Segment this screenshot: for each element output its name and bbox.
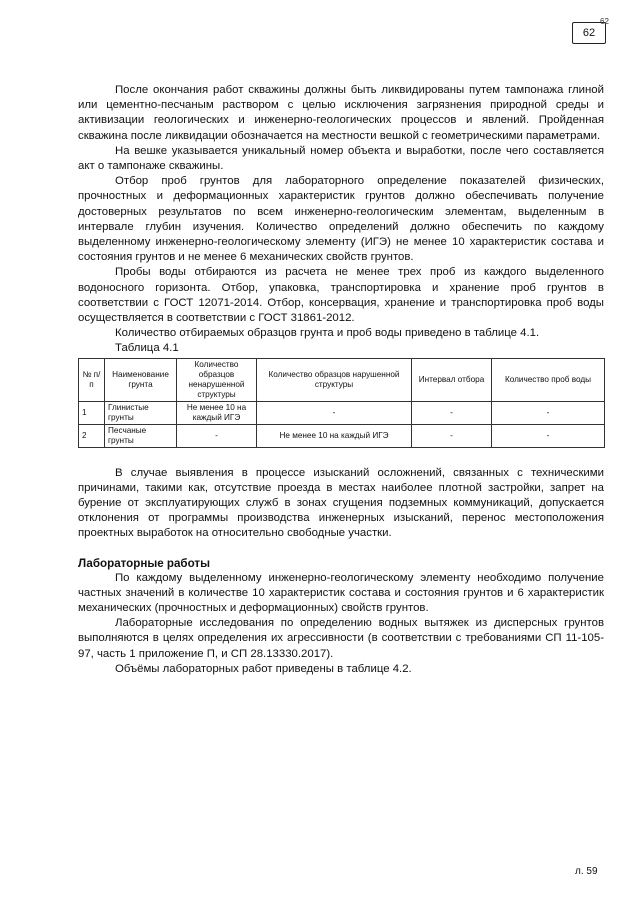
table-row	[79, 424, 605, 447]
table-cell: -	[177, 424, 257, 447]
paragraph-soil-sampling: Отбор проб грунтов для лабораторного определение показателей физических, прочностных и деформационных характеристик грунтов должно обеспечивать получение достоверных результатов по всем инженерно-геологическим элементам, выделенным в интервале глубин изучения. Количество определений должно обеспечить по каждому выделенному инженерно-геологическому элементу (ИГЭ) не менее 10 характеристик состава и состояния грунтов и не менее 6 механических свойств грунтов.	[78, 175, 604, 264]
table-cell: -	[412, 424, 492, 447]
paragraph-lab-volumes: Объёмы лабораторных работ приведены в таблице 4.2.	[115, 662, 412, 675]
table-cell: -	[412, 401, 492, 424]
header-undisturbed-count: Количество образцов ненарушенной структуры	[177, 358, 257, 401]
table-cell: -	[492, 401, 605, 424]
table-cell: -	[257, 401, 412, 424]
table-cell: Не менее 10 на каждый ИГЭ	[177, 401, 257, 424]
header-sampling-interval: Интервал отбора	[412, 358, 492, 401]
section-title: Лабораторные работы	[78, 556, 210, 570]
table-row	[79, 401, 605, 424]
paragraph-deviations: В случае выявления в процессе изысканий осложнений, связанных с техническими причинами, такими как, отсутствие проезда в местах наиболее плотной застройки, запрет на бурение от эксплуатирующих служб в зонах сгущения подземных коммуникаций, допускается отклонения от программы производства инженерных изысканий, перенос местоположения проектных выработок на относительно свободные участки.	[78, 466, 604, 540]
paragraph-liquidation: После окончания работ скважины должны быть ликвидированы путем тампонажа глиной или цементно-песчаным раствором с целью исключения загрязнения природной среды и активизации геологических и инженерно-геологических процессов и явлений. Пройденная скважина после ликвидации обозначается на местности вешкой с геометрическими параметрами.	[78, 84, 604, 142]
paragraph-marker: На вешке указывается уникальный номер объекта и выработки, после чего составляется акт о тампонаже скважины.	[78, 144, 604, 173]
header-water-samples: Количество проб воды	[492, 358, 605, 401]
samples-table	[78, 358, 605, 448]
paragraph-table-reference: Количество отбираемых образцов грунта и проб воды приведено в таблице 4.1.	[115, 327, 540, 340]
document-body	[78, 83, 604, 677]
table-cell: 2	[79, 424, 105, 447]
paragraph-lab-extracts: Лабораторные исследования по определению водных вытяжек из дисперсных грунтов выполняются в целях определения их агрессивности (в соответствии с требованиями СП 11-105-97, часть 1 приложение П, и СП 28.13330.2017).	[78, 617, 604, 660]
table-cell: Не менее 10 на каждый ИГЭ	[257, 424, 412, 447]
table-cell: Песчаные грунты	[105, 424, 177, 447]
table-caption: Таблица 4.1	[115, 342, 179, 355]
paragraph-water-sampling: Пробы воды отбираются из расчета не менее трех проб из каждого выделенного водоносного горизонта. Отбор, упаковка, транспортировка и хранение проб грунтов в соответствии с ГОСТ 12071-2014. Отбор, консервация, хранение и транспортировка проб воды осуществляется в соответствии с ГОСТ 31861-2012.	[78, 266, 604, 325]
footer-page-number: л. 59	[575, 866, 598, 877]
header-soil-name: Наименование грунта	[105, 358, 177, 401]
table-cell: Глинистые грунты	[105, 401, 177, 424]
paragraph-lab-values: По каждому выделенному инженерно-геологическому элементу необходимо получение частных значений в количестве 10 характеристик состава и состояния грунтов и 6 характеристик механических (прочностных и деформационных) свойств грунтов.	[78, 571, 604, 615]
table-cell: -	[492, 424, 605, 447]
page-number-box: 62	[572, 22, 606, 44]
header-disturbed-count: Количество образцов нарушенной структуры	[257, 358, 412, 401]
table-header-row	[79, 358, 605, 401]
corner-page-number: 62	[600, 17, 609, 26]
table-cell: 1	[79, 401, 105, 424]
header-number: № п/п	[79, 358, 105, 401]
